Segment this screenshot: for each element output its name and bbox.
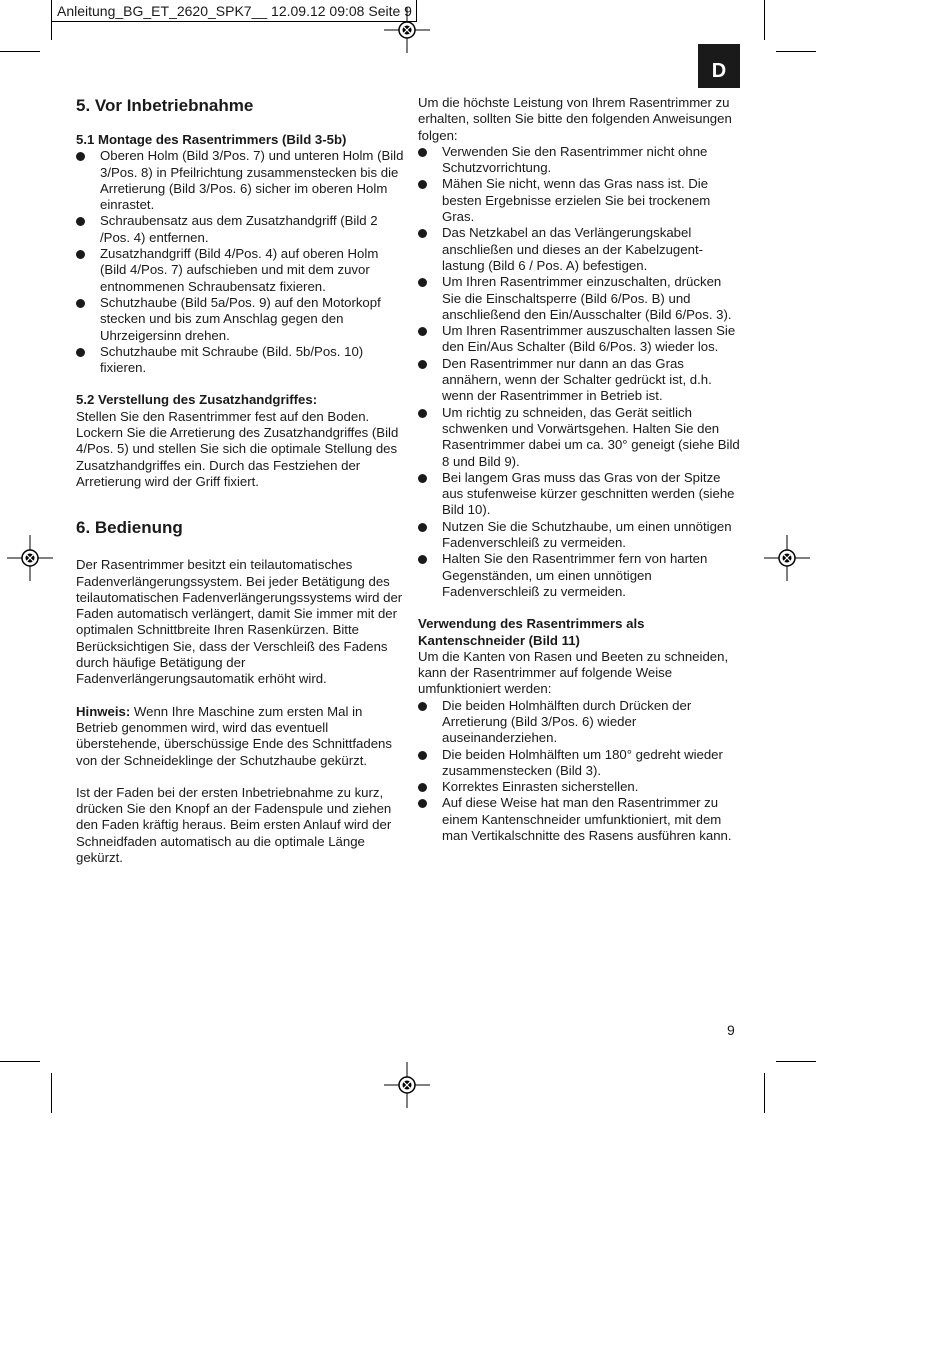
list-item: Um richtig zu schneiden, das Gerät seitlich schwenken und Vorwärtsgehen. Halten Sie den Rasentrimmer dabei um ca. 30° geneigt (siehe Bild 8 und Bild 9). <box>418 405 743 470</box>
list-item: Schutzhaube (Bild 5a/Pos. 9) auf den Motorkopf stecken und bis zum Anschlag gegen den Uhrzeigersinn drehen. <box>76 295 406 344</box>
section-6-paragraph: Ist der Faden bei der ersten Inbetriebnahme zu kurz, drücken Sie den Knopf an der Fadenspule und ziehen den Faden kräftig heraus. Beim ersten Anlauf wird der Schneidfaden automatisch au die optimale Länge gekürzt. <box>76 784 392 865</box>
crop-mark <box>764 1073 765 1113</box>
left-column <box>76 95 406 866</box>
list-item: Oberen Holm (Bild 3/Pos. 7) und unteren Holm (Bild 3/Pos. 8) in Pfeilrichtung zusammenstecken bis die Arretierung (Bild 3/Pos. 6) sicher im oberen Holm einrastet. <box>76 148 406 213</box>
crop-mark <box>776 1061 816 1062</box>
list-item: Um Ihren Rasentrimmer auszuschalten lassen Sie den Ein/Aus Schalter (Bild 6/Pos. 3) wieder los. <box>418 323 743 356</box>
edge-trimmer-intro: Um die Kanten von Rasen und Beeten zu schneiden, kann der Rasentrimmer auf folgende Weise umfunktioniert werden: <box>418 648 729 697</box>
operation-intro: Um die höchste Leistung von Ihrem Rasentrimmer zu erhalten, sollten Sie bitte den folgenden Anweisungen folgen: <box>418 95 732 143</box>
edge-trimmer-heading: Verwendung des Rasentrimmers als Kantenschneider (Bild 11) <box>418 616 645 648</box>
registration-mark-icon <box>384 1062 430 1108</box>
list-item: Den Rasentrimmer nur dann an das Gras annähern, wenn der Schalter gedrückt ist, d.h. wenn der Rasentrimmer in Betrieb ist. <box>418 356 743 405</box>
list-item: Zusatzhandgriff (Bild 4/Pos. 4) auf oberen Holm (Bild 4/Pos. 7) aufschieben und mit dem zuvor entnommenen Schraubensatz fixieren. <box>76 246 406 295</box>
crop-mark <box>0 51 40 52</box>
list-item: Schraubensatz aus dem Zusatzhandgriff (Bild 2 /Pos. 4) entfernen. <box>76 213 406 246</box>
edge-trimmer-list <box>418 698 743 845</box>
registration-mark-icon <box>764 535 810 581</box>
list-item: Auf diese Weise hat man den Rasentrimmer zu einem Kantenschneider umfunktioniert, mit dem man Vertikalschnitte des Rasens ausführen kann. <box>418 795 743 844</box>
crop-mark <box>51 1073 52 1113</box>
list-item: Um Ihren Rasentrimmer einzuschalten, drücken Sie die Einschaltsperre (Bild 6/Pos. B) und anschließend den Ein/Ausschalter (Bild 6/Pos. 3). <box>418 274 743 323</box>
crop-mark <box>51 0 52 40</box>
operation-list <box>418 144 743 600</box>
crop-mark <box>764 0 765 40</box>
section-6-paragraph: Der Rasentrimmer besitzt ein teilautomatisches Fadenverlängerungssystem. Bei jeder Betätigung des teilautomatischen Fadenverlängerungssystems wird der Faden automatisch verlängert, damit Sie immer mit der optimalen Schnittbreite Ihren Rasenkürzen. Bitte Berücksichtigen Sie, dass der Verschleiß des Fadens durch häufige Betätigung der Fadenverlängerungsautomatik erhöht wird. <box>76 557 403 687</box>
list-item: Nutzen Sie die Schutzhaube, um einen unnötigen Fadenverschleiß zu vermeiden. <box>418 519 743 552</box>
list-item: Die beiden Holmhälften durch Drücken der Arretierung (Bild 3/Pos. 6) wieder auseinanderziehen. <box>418 698 743 747</box>
list-item: Korrektes Einrasten sicherstellen. <box>418 779 743 795</box>
list-item: Schutzhaube mit Schraube (Bild. 5b/Pos. 10) fixieren. <box>76 344 406 377</box>
list-item: Halten Sie den Rasentrimmer fern von harten Gegenständen, um einen unnötigen Fadenverschleiß zu vermeiden. <box>418 551 743 600</box>
crop-mark <box>0 1061 40 1062</box>
mounting-steps-list <box>76 148 406 376</box>
list-item: Bei langem Gras muss das Gras von der Spitze aus stufenweise kürzer geschnitten werden (siehe Bild 10). <box>418 470 743 519</box>
section-5-2-text: Stellen Sie den Rasentrimmer fest auf den Boden. Lockern Sie die Arretierung des Zusatzhandgriffes (Bild 4/Pos. 5) und stellen Sie sich die optimale Stellung des Zusatzhandgriffes ein. Durch das Festziehen der Arretierung wird der Griff fixiert. <box>76 408 399 489</box>
hint-paragraph <box>76 704 406 769</box>
registration-mark-icon <box>7 535 53 581</box>
section-6-heading: 6. Bedienung <box>76 518 183 538</box>
crop-mark <box>776 51 816 52</box>
language-tab: D <box>698 44 740 88</box>
list-item: Das Netzkabel an das Verlängerungskabel anschließen und dieses an der Kabelzugent- lastung (Bild 6 / Pos. A) befestigen. <box>418 225 743 274</box>
right-column <box>418 95 743 844</box>
section-5-1-heading: 5.1 Montage des Rasentrimmers (Bild 3-5b) <box>76 132 347 147</box>
page-number: 9 <box>727 1022 735 1038</box>
list-item: Mähen Sie nicht, wenn das Gras nass ist. Die besten Ergebnisse erzielen Sie bei trockenem Gras. <box>418 176 743 225</box>
list-item: Verwenden Sie den Rasentrimmer nicht ohne Schutzvorrichtung. <box>418 144 743 177</box>
section-5-2-heading: 5.2 Verstellung des Zusatzhandgriffes: <box>76 392 318 408</box>
list-item: Die beiden Holmhälften um 180° gedreht wieder zusammenstecken (Bild 3). <box>418 747 743 780</box>
hint-text: Wenn Ihre Maschine zum ersten Mal in Betrieb genommen wird, wird das eventuell überstehende, überschüssige Ende des Schnittfadens von der Schneideklinge der Schutzhaube gekürzt. <box>76 703 392 768</box>
section-5-heading: 5. Vor Inbetriebnahme <box>76 96 254 115</box>
hint-label: Hinweis: <box>76 703 131 719</box>
registration-mark-icon <box>384 7 430 53</box>
print-header: Anleitung_BG_ET_2620_SPK7__ 12.09.12 09:08 Seite 9 <box>51 0 417 22</box>
